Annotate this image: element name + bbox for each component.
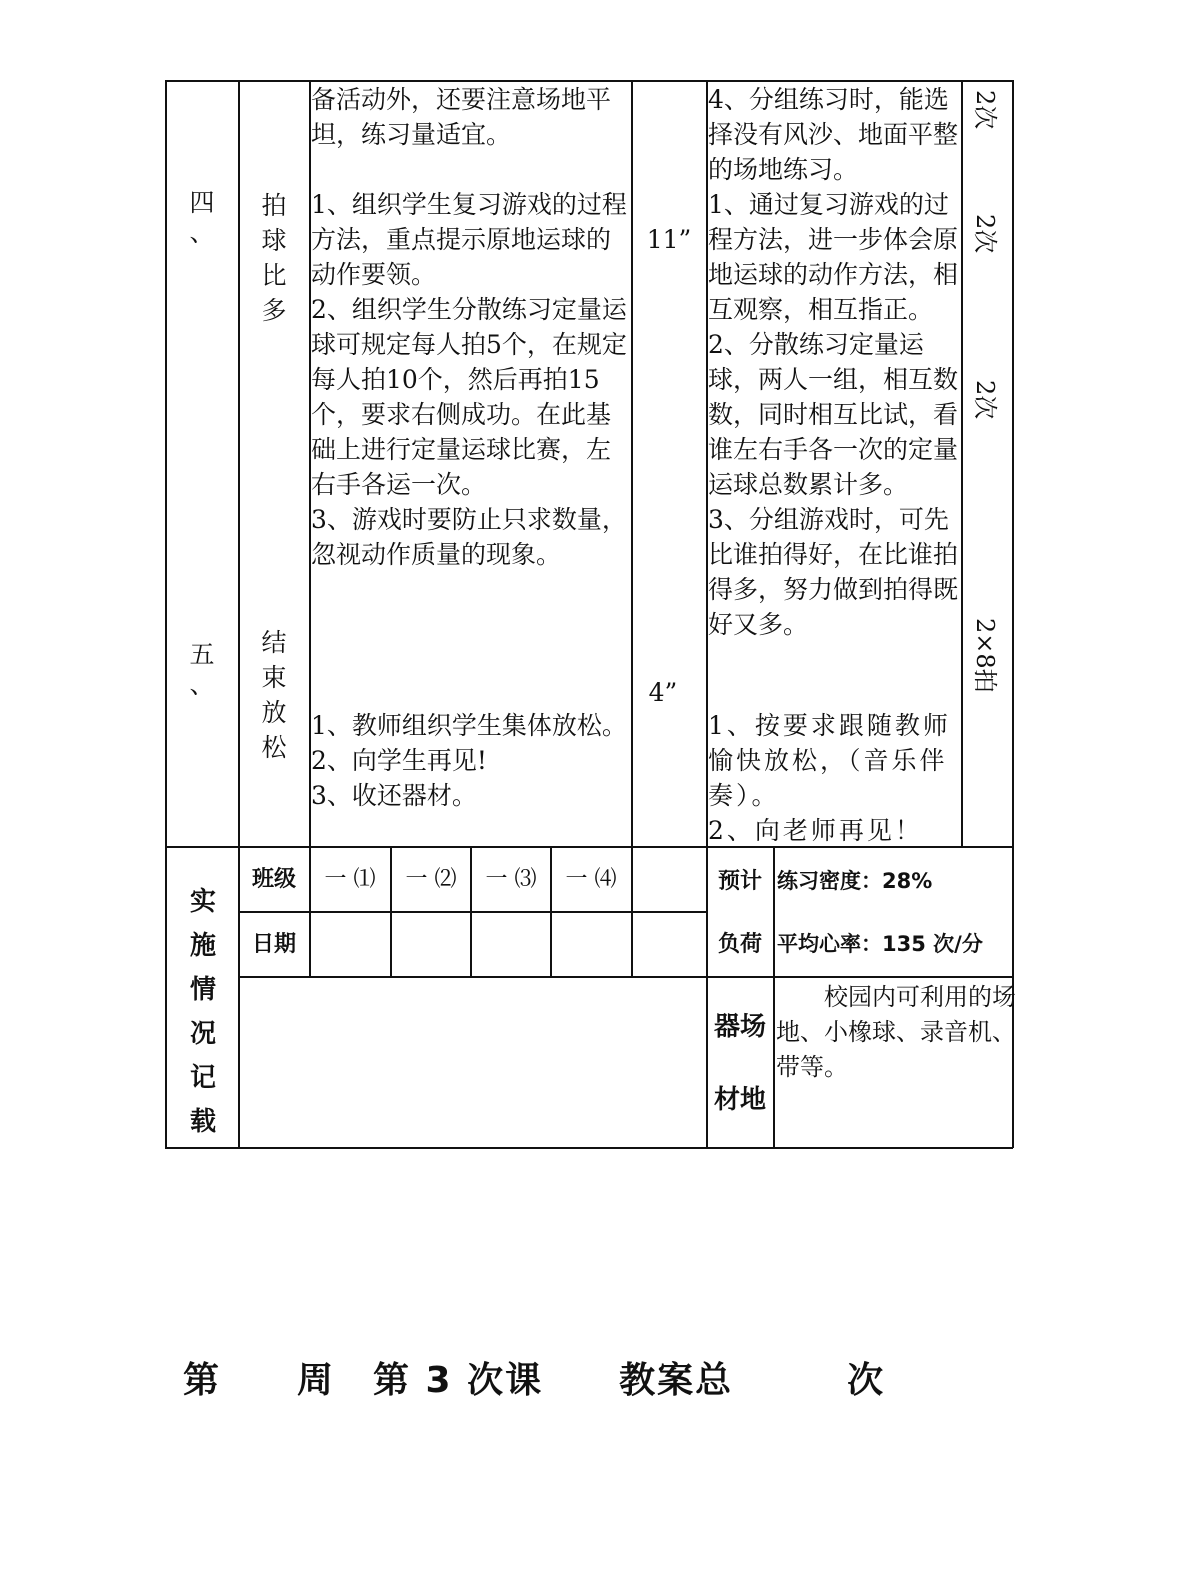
count-label: 2×8拍 bbox=[971, 618, 999, 693]
record-label-char: 记 bbox=[189, 1063, 216, 1093]
section-four-number-char: 四 bbox=[189, 188, 215, 217]
practice-density: 练习密度：28% bbox=[777, 869, 933, 893]
topic-char: 多 bbox=[261, 296, 287, 325]
average-heart-rate: 平均心率：135 次/分 bbox=[777, 932, 983, 956]
count-label: 2次 bbox=[971, 90, 999, 130]
equipment-label-2: 材地 bbox=[713, 1085, 766, 1115]
col-divider-3 bbox=[631, 80, 633, 977]
count-label: 2次 bbox=[971, 380, 999, 420]
record-label-char: 实 bbox=[189, 887, 216, 917]
topic-char: 放 bbox=[261, 698, 287, 727]
section-five-number bbox=[170, 640, 234, 700]
forecast-label-2: 负荷 bbox=[717, 932, 762, 957]
section-four-topic bbox=[243, 188, 305, 328]
section-four-time: 11” bbox=[646, 225, 692, 254]
record-label-char: 施 bbox=[189, 931, 216, 961]
section-five-student-text: 1、按要求跟随教师愉快放松，（音乐伴奏）。 2、向老师再见！ bbox=[708, 711, 951, 845]
section-five-number-char: 五 bbox=[189, 640, 215, 669]
table-border-bottom bbox=[165, 1147, 1013, 1149]
equipment-text: 校园内可利用的场地、小橡球、录音机、带等。 bbox=[776, 983, 1016, 1081]
section-five-number-mark: 、 bbox=[189, 670, 215, 699]
section-four-number-mark: 、 bbox=[189, 218, 215, 247]
record-label-char: 况 bbox=[189, 1019, 216, 1049]
col-divider-counts bbox=[961, 80, 963, 847]
topic-char: 比 bbox=[261, 261, 287, 290]
section-four-teacher-text: 备活动外，还要注意场地平坦，练习量适宜。 1、组织学生复习游戏的过程方法，重点提示原地运球的动作要领。 2、组织学生分散练习定量运球可规定每人拍5个，在规定每人拍10个，然后再拍15个，要求右侧成功。在此基础上进行定量运球比赛，左右手各运一次。 3、游戏时要防止只求数量，忽视动作质量的现象。 bbox=[311, 85, 627, 569]
table-border-left bbox=[165, 80, 167, 1148]
topic-char: 结 bbox=[261, 628, 287, 657]
record-label-char: 载 bbox=[189, 1107, 216, 1137]
topic-char: 拍 bbox=[261, 191, 287, 220]
count-label: 2次 bbox=[971, 214, 999, 254]
record-label bbox=[170, 880, 236, 1144]
class-cell: 一 ⑷ bbox=[565, 867, 617, 892]
topic-char: 松 bbox=[261, 733, 287, 762]
record-label-char: 情 bbox=[189, 975, 216, 1005]
class-cell: 一 ⑶ bbox=[485, 867, 537, 892]
section-five-topic bbox=[243, 625, 305, 765]
section-five-teacher-text: 1、教师组织学生集体放松。 2、向学生再见! 3、收还器材。 bbox=[311, 711, 627, 810]
section-five-time: 4” bbox=[648, 678, 678, 707]
equipment-label-1: 器场 bbox=[713, 1012, 766, 1042]
topic-char: 球 bbox=[261, 226, 287, 255]
section-four-student-text: 4、分组练习时，能选择没有风沙、地面平整的场地练习。 1、通过复习游戏的过程方法，进一步体会原地运球的动作方法，相互观察，相互指正。 2、分散练习定量运球，两人一组，相互数数，同时相互比试，看谁左右手各一次的定量运球总数累计多。 3、分组游戏时，可先比谁拍得好，在比谁拍得多，努力做到拍得既好又多。 bbox=[708, 85, 959, 639]
class-cell: 一 ⑵ bbox=[405, 867, 457, 892]
forecast-label-1: 预计 bbox=[717, 869, 762, 894]
date-label: 日期 bbox=[251, 932, 296, 957]
class-cell: 一 ⑴ bbox=[324, 867, 376, 892]
section-four-number bbox=[170, 188, 234, 248]
col-divider-5 bbox=[773, 846, 775, 1148]
footer-title: 第 周 第 3 次课 教案总 次 bbox=[183, 1360, 886, 1401]
topic-char: 束 bbox=[261, 663, 287, 692]
class-label: 班级 bbox=[251, 867, 296, 892]
col-divider-1 bbox=[238, 80, 240, 1148]
table-divider-date-row bbox=[238, 976, 1013, 978]
